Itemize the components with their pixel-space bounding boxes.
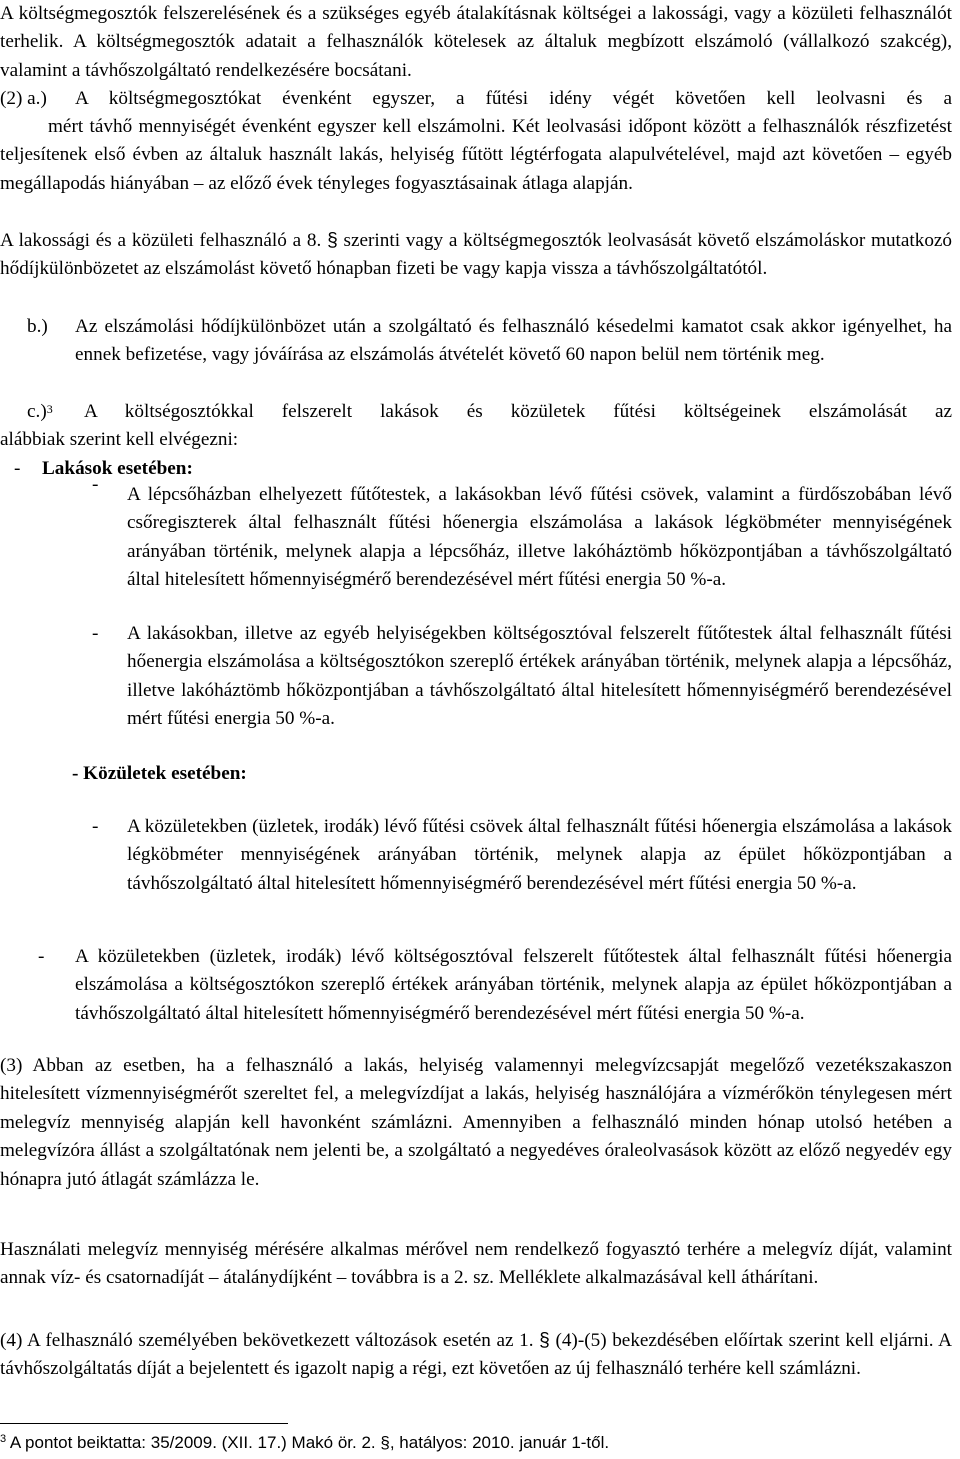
heading-apartments: [0, 455, 952, 484]
paragraph-difference-settlement: [0, 227, 952, 284]
point-c-line1: A költségosztókkal felszerelt lakások és közületek fűtési költségeinek elszámolását az: [84, 401, 952, 422]
list-item-dash: -: [92, 474, 99, 495]
footnote-text-b: , hatályos: 2010. január 1-től.: [389, 1433, 610, 1452]
heading-institutions-text: - Közületek esetében:: [72, 763, 247, 784]
section-sign: §: [380, 1433, 390, 1452]
section-2a-first-line: [0, 85, 952, 114]
footnote-ref-3[interactable]: 3: [46, 402, 53, 416]
section-sign: §: [539, 1330, 550, 1351]
list-item-dash: -: [92, 623, 99, 644]
list-item-dash: -: [92, 816, 99, 837]
heading-apartments-text: Lakások esetében:: [42, 458, 193, 479]
section-2a-label: (2) a.): [0, 88, 47, 109]
settlement-text-b: szerinti vagy a költségmegosztók leolvasását követő elszámoláskor mutatkozó hődíjkülönbözetet az elszámolást követő hónapban fizeti be vagy kapja vissza a távhőszolgáltatótól.: [0, 230, 953, 280]
section-2a-line1: A költségmegosztókat évenként egyszer, a fűtési idény végét követően kell leolvasni és a: [75, 88, 952, 109]
section-4-text-a: (4) A felhasználó személyében bekövetkezett változások esetén az 1.: [0, 1330, 534, 1351]
footnote: [0, 1432, 952, 1454]
heading-apartments-dash: -: [14, 458, 21, 479]
footnote-text-a: A pontot beiktatta: 35/2009. (XII. 17.) Makó ör. 2.: [9, 1433, 376, 1452]
list-item-text: A lakásokban, illetve az egyéb helyiségekben költségosztóval felszerelt fűtőtestek által felhasznált fűtési hőenergia elszámolása a költségosztókon szereplő értékek arányában történik, melynek alapja a lépcsőház, illetve lakóháztömb hőközpontjában a távhőszolgáltató által hitelesített hőmennyiségmérő berendezésével mért fűtési energia 50 %-a.: [127, 623, 952, 730]
point-c-first-line: [0, 398, 952, 427]
section-4-user-change: [0, 1327, 952, 1384]
heading-institutions: [72, 760, 952, 788]
point-b-label: b.): [27, 316, 48, 337]
footnote-separator: [0, 1423, 288, 1424]
list-item-dash: -: [38, 946, 45, 967]
section-3-hot-water: (3) Abban az esetben, ha a felhasználó a lakás, helyiség valamennyi melegvízcsapját megelőző vezetékszakaszon hitelesített vízmennyiségmérőt szereltet fel, a melegvízdíjat a lakás, helyiség használójára a vízmérőkön ténylegesen mért melegvíz mennyiség alapján kell havonként számlázni. Amennyiben a felhasználó minden hónap utolsó hetében a melegvízóra állást a szolgáltatónak nem jelenti be, a szolgáltató a negyedéves óraleolvasások között az előző negyedév egy hónapra jutó átlagát számlázza le.: [0, 1055, 952, 1190]
list-item-text: A közületekben (üzletek, irodák) lévő fűtési csövek által felhasznált fűtési hőenergia elszámolása a lakások légköbméter mennyiségének arányában történik, melynek alapja az épület hőközpontjában a távhőszolgáltató által hitelesített hőmennyiségmérő berendezésével mért fűtési energia 50 %-a.: [127, 816, 952, 894]
settlement-text-a: A lakossági és a közületi felhasználó a 8.: [0, 230, 322, 251]
point-c-label-text: c.): [27, 401, 47, 422]
list-item-text: A közületekben (üzletek, irodák) lévő költségosztóval felszerelt fűtőtestek által felhasznált fűtési hőenergia elszámolása a költségosztókon szereplő értékek arányában történik, melynek alapja az épület hőközpontjában a távhőszolgáltató által hitelesített hőmennyiségmérő berendezésével mért fűtési energia 50 %-a.: [75, 946, 952, 1024]
footnote-number: 3: [0, 1433, 7, 1445]
point-b-text: Az elszámolási hődíjkülönbözet után a szolgáltató és felhasználó késedelmi kamatot csak akkor igényelhet, ha ennek befizetése, vagy jóváírása az elszámolás átvételét követő 60 napon belül nem történik meg.: [75, 316, 952, 366]
paragraph-cost-allocator-expenses: A költségmegosztók felszerelésének és a szükséges egyéb átalakításnak költségei a lakossági, vagy a közületi felhasználót terhelik. A költségmegosztók adatait a felhasználók kötelesek az általuk megbízott elszámoló (vállalkozó szakcég), valamint a távhőszolgáltató rendelkezésére bocsátani.: [0, 3, 952, 81]
section-4-text-b: (4)-(5) bekezdésében előírtak szerint kell eljárni. A távhőszolgáltatás díját a bejelentett és igazolt napig a régi, ezt követően az új felhasználó terhére kell számlázni.: [0, 1330, 952, 1380]
list-item-text: A lépcsőházban elhelyezett fűtőtestek, a lakásokban lévő fűtési csövek, valamint a fürdőszobában lévő csőregiszterek által felhasznált fűtési hőenergia elszámolása a lakások légköbméter mennyiségének arányában történik, melynek alapja a lépcsőház, illetve lakóháztömb hőközpontjában a távhőszolgáltató által hitelesített hőmennyiségmérő berendezésével mért fűtési energia 50 %-a.: [127, 484, 952, 591]
section-sign: §: [327, 230, 338, 251]
point-c-line2: alábbiak szerint kell elvégezni:: [0, 429, 239, 450]
paragraph-hot-water-flat-rate: Használati melegvíz mennyiség mérésére alkalmas mérővel nem rendelkező fogyasztó terhére a melegvíz díját, valamint annak víz- és csatornadíját – átalánydíjként – továbbra is a 2. sz. Melléklete alkalmazásával kell áthárítani.: [0, 1239, 952, 1289]
section-2a-text: mért távhő mennyiségét évenként egyszer kell elszámolni. Két leolvasási időpont között a felhasználók részfizetést teljesítenek első évben az általuk használt lakás, helyiség fűtött légtérfogata alapulvételével, majd azt követően – egyéb megállapodás hiányában – az előző évek tényleges fogyasztásainak átlaga alapján.: [0, 116, 952, 194]
point-c-label: [27, 398, 53, 426]
